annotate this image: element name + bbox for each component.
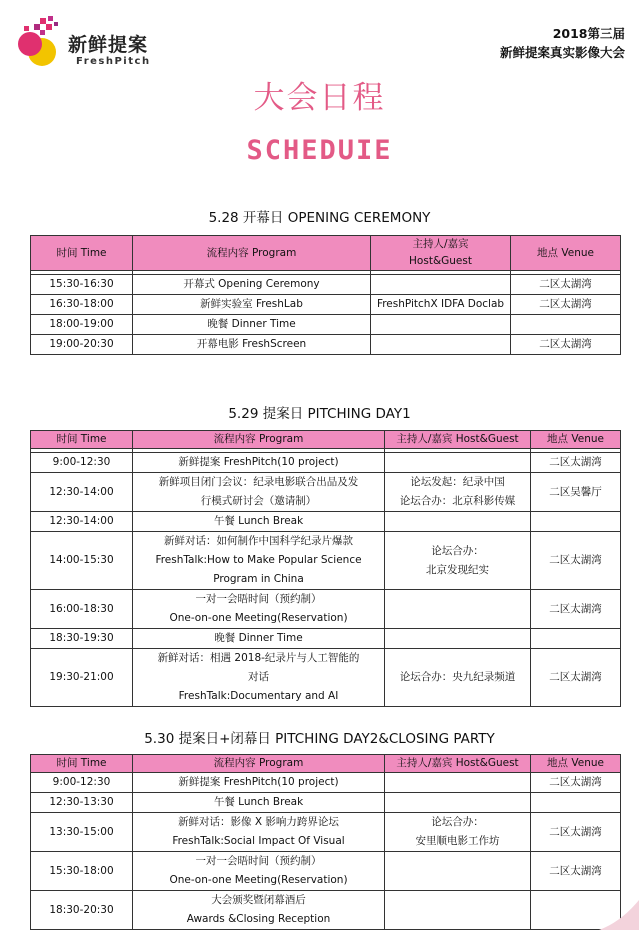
program-line: 新鲜提案 FreshPitch(10 project) <box>178 456 339 468</box>
cell-time: 12:30-13:30 <box>31 793 133 813</box>
cell-time: 18:30-20:30 <box>31 891 133 930</box>
header-host: 主持人/嘉宾 Host&Guest <box>385 431 531 449</box>
table-header-row <box>31 755 621 773</box>
program-line: 新鲜对话：相遇 2018-纪录片与人工智能的 <box>157 652 360 664</box>
header-host <box>371 236 511 271</box>
header-host-line: Host&Guest <box>409 255 472 267</box>
cell-venue: 二区吴馨厅 <box>531 473 621 512</box>
cell-time: 15:30-16:30 <box>31 275 133 295</box>
host-line: 论坛合办： <box>431 544 484 557</box>
section-title-day3: 5.30 提案日+闭幕日 PITCHING DAY2&CLOSING PARTY <box>144 731 495 747</box>
cell-host <box>385 813 531 852</box>
program-line: 晚餐 Dinner Time <box>214 632 303 644</box>
program-line: 新鲜提案 FreshPitch(10 project) <box>178 776 339 788</box>
event-title <box>500 24 625 62</box>
cell-host <box>371 275 511 295</box>
cell-venue: 二区太湖湾 <box>511 295 621 315</box>
program-line: FreshTalk:How to Make Popular Science <box>155 554 362 566</box>
table-header-row <box>31 236 621 271</box>
program-line: 晚餐 Dinner Time <box>207 318 296 330</box>
header-time: 时间 Time <box>31 431 133 449</box>
program-line: 对话 <box>248 671 269 683</box>
cell-program <box>133 532 385 590</box>
schedule-table-day2 <box>30 430 621 707</box>
cell-program <box>133 275 371 295</box>
table-row <box>31 453 621 473</box>
cell-venue: 二区太湖湾 <box>511 275 621 295</box>
event-name: 新鲜提案真实影像大会 <box>499 45 625 60</box>
table-row <box>31 275 621 295</box>
header-host-line: 主持人/嘉宾 <box>412 238 469 250</box>
program-line: 午餐 Lunch Break <box>213 796 304 808</box>
cell-time: 16:30-18:00 <box>31 295 133 315</box>
page-title-en: SCHEDUIE <box>246 135 393 166</box>
cell-program <box>133 891 385 930</box>
program-line: 开幕电影 FreshScreen <box>196 338 307 350</box>
cell-host <box>385 793 531 813</box>
cell-time: 19:00-20:30 <box>31 335 133 355</box>
table-row <box>31 532 621 590</box>
cell-venue: 二区太湖湾 <box>531 649 621 707</box>
cell-time: 18:00-19:00 <box>31 315 133 335</box>
cell-host <box>385 453 531 473</box>
cell-time: 14:00-15:30 <box>31 532 133 590</box>
cell-host <box>385 891 531 930</box>
table-row <box>31 590 621 629</box>
cell-time: 19:30-21:00 <box>31 649 133 707</box>
table-row <box>31 512 621 532</box>
host-line: 论坛发起：纪录中国 <box>410 476 505 488</box>
header-program: 流程内容 Program <box>133 431 385 449</box>
cell-program <box>133 773 385 793</box>
host-line: 论坛合办： <box>431 816 484 828</box>
cell-venue: 二区太湖湾 <box>531 590 621 629</box>
cell-program <box>133 793 385 813</box>
cell-host <box>385 590 531 629</box>
table-row <box>31 335 621 355</box>
table-row <box>31 295 621 315</box>
program-line: Program in China <box>213 573 304 585</box>
cell-program <box>133 453 385 473</box>
program-line: 新鲜实验室 FreshLab <box>200 298 303 310</box>
cell-time: 9:00-12:30 <box>31 453 133 473</box>
schedule-table-day1 <box>30 235 621 355</box>
logo-name-en: FreshPitch <box>76 56 151 67</box>
cell-host <box>371 335 511 355</box>
cell-venue <box>511 315 621 335</box>
host-line: 论坛合办：北京科影传媒 <box>399 495 516 507</box>
program-line: FreshTalk:Documentary and AI <box>178 690 339 702</box>
table-row <box>31 793 621 813</box>
cell-program <box>133 649 385 707</box>
cell-program <box>133 315 371 335</box>
table-row <box>31 473 621 512</box>
table-row <box>31 649 621 707</box>
corner-decoration-icon <box>599 900 639 930</box>
cell-venue: 二区太湖湾 <box>531 852 621 891</box>
cell-time: 12:30-14:00 <box>31 512 133 532</box>
header-time: 时间 Time <box>31 755 133 773</box>
host-line: 论坛合办：央九纪录频道 <box>399 671 516 683</box>
logo-name-cn: 新鲜提案 <box>68 34 149 56</box>
cell-program <box>133 335 371 355</box>
cell-host <box>371 295 511 315</box>
header-venue: 地点 Venue <box>531 431 621 449</box>
header-venue: 地点 Venue <box>511 236 621 271</box>
program-line: Awards &Closing Reception <box>186 913 331 925</box>
cell-venue: 二区太湖湾 <box>531 773 621 793</box>
cell-venue: 二区太湖湾 <box>531 532 621 590</box>
header-program: 流程内容 Program <box>133 236 371 271</box>
program-line: 大会颁奖暨闭幕酒后 <box>211 894 306 906</box>
host-line: 北京发现纪实 <box>426 563 489 576</box>
cell-host <box>385 629 531 649</box>
cell-venue: 二区太湖湾 <box>511 335 621 355</box>
section-title-day2: 5.29 提案日 PITCHING DAY1 <box>228 406 411 422</box>
cell-host <box>385 649 531 707</box>
table-row <box>31 891 621 930</box>
program-line: 新鲜对话：如何制作中国科学纪录片爆款 <box>164 535 353 547</box>
cell-program <box>133 295 371 315</box>
program-line: 新鲜对话：影像 X 影响力跨界论坛 <box>178 816 339 828</box>
table-row <box>31 852 621 891</box>
cell-time: 13:30-15:00 <box>31 813 133 852</box>
cell-program <box>133 813 385 852</box>
program-line: 一对一会晤时间（预约制） <box>195 855 322 867</box>
cell-time: 18:30-19:30 <box>31 629 133 649</box>
program-line: One-on-one Meeting(Reservation) <box>169 612 348 624</box>
cell-time: 9:00-12:30 <box>31 773 133 793</box>
cell-program <box>133 590 385 629</box>
cell-venue: 二区太湖湾 <box>531 813 621 852</box>
table-row <box>31 315 621 335</box>
cell-program <box>133 852 385 891</box>
table-row <box>31 773 621 793</box>
host-line: 安里顺电影工作坊 <box>415 835 500 847</box>
program-line: FreshTalk:Social Impact Of Visual <box>172 835 345 847</box>
cell-host <box>385 532 531 590</box>
cell-time: 12:30-14:00 <box>31 473 133 512</box>
cell-time: 16:00-18:30 <box>31 590 133 629</box>
cell-venue <box>531 629 621 649</box>
program-line: 开幕式 Opening Ceremony <box>183 278 320 290</box>
program-line: 行模式研讨会（邀请制） <box>200 495 317 507</box>
cell-time: 15:30-18:00 <box>31 852 133 891</box>
event-edition: 2018第三届 <box>552 26 625 41</box>
freshpitch-logo <box>16 12 166 72</box>
table-row <box>31 629 621 649</box>
cell-venue <box>531 793 621 813</box>
schedule-table-day3 <box>30 754 621 930</box>
cell-host <box>385 512 531 532</box>
header-program: 流程内容 Program <box>133 755 385 773</box>
program-line: 午餐 Lunch Break <box>213 515 304 527</box>
section-title-day1: 5.28 开幕日 OPENING CEREMONY <box>208 210 431 226</box>
header-time: 时间 Time <box>31 236 133 271</box>
cell-host <box>371 315 511 335</box>
table-header-row <box>31 431 621 449</box>
program-line: 一对一会晤时间（预约制） <box>195 593 322 605</box>
program-line: One-on-one Meeting(Reservation) <box>169 874 348 886</box>
cell-host <box>385 852 531 891</box>
page-title-cn: 大会日程 <box>253 80 386 116</box>
cell-host <box>385 773 531 793</box>
cell-venue: 二区太湖湾 <box>531 453 621 473</box>
cell-program <box>133 512 385 532</box>
cell-host <box>385 473 531 512</box>
cell-venue <box>531 512 621 532</box>
cell-program <box>133 473 385 512</box>
host-line: FreshPitchX IDFA Doclab <box>376 298 505 310</box>
program-line: 新鲜项目闭门会议：纪录电影联合出品及发 <box>158 476 359 488</box>
header-venue: 地点 Venue <box>531 755 621 773</box>
header-host: 主持人/嘉宾 Host&Guest <box>385 755 531 773</box>
table-row <box>31 813 621 852</box>
logo-mark-icon <box>16 12 66 68</box>
cell-program <box>133 629 385 649</box>
